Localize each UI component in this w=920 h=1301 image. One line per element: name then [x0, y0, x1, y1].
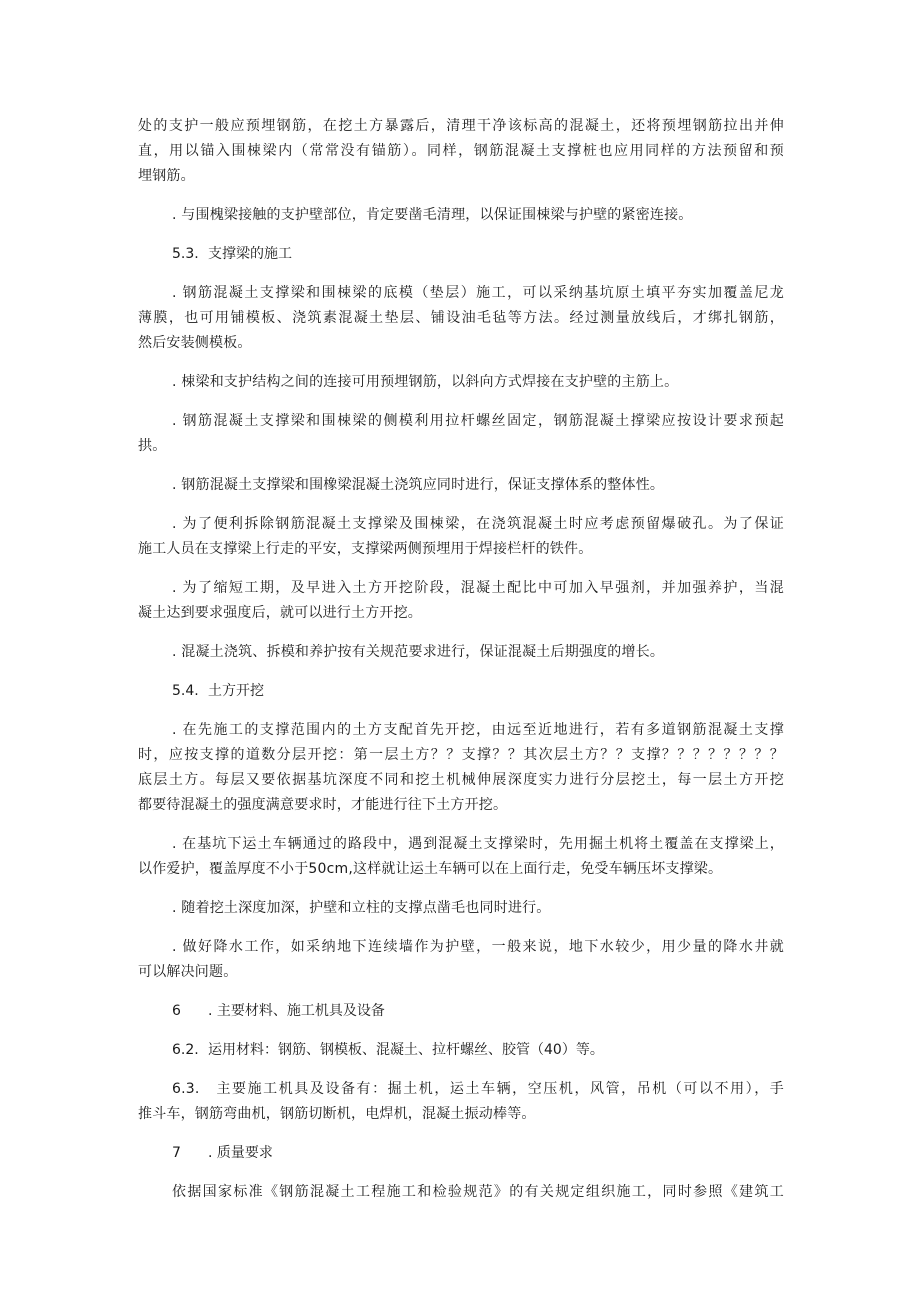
paragraph [138, 512, 784, 562]
paragraph-line: . 钢筋混凝土支撑梁和围橡梁混凝土浇筑应同时进行，保证支撑体系的整体性。 [172, 477, 665, 493]
section-number: 5.4. [172, 683, 199, 699]
paragraph [138, 409, 784, 459]
paragraph-line: . 在先施工的支撑范围内的土方支配首先开挖，由远至近地进行，若有多道钢筋混凝土支撑 [172, 722, 784, 738]
paragraph [138, 370, 784, 395]
section-title: . 质量要求 [208, 1145, 273, 1161]
paragraph-line: . 随着挖土深度加深，护壁和立柱的支撑点凿毛也同时进行。 [172, 900, 551, 916]
paragraph-line: 直，用以锚入围梀梁内（常常没有锚筋）。同样，钢筋混凝土支撑桩也应用同样的方法预留和预 [138, 143, 784, 159]
section-title: 运用材料：钢筋、钢模板、混凝土、拉杆螺丝、胶管（40）等。 [208, 1042, 604, 1058]
paragraph [138, 281, 784, 356]
section-title: 支撑梁的施工 [208, 246, 292, 262]
section-number: 7 [172, 1145, 181, 1161]
paragraph [138, 114, 784, 189]
paragraph-line: 埋钢筋。 [138, 168, 195, 184]
paragraph-line: 施工人员在支撑梁上行走的平安，支撑梁两侧预埋用于焊接栏杆的铁件。 [138, 541, 593, 557]
paragraph-line: 都要待混凝土的强度满意要求时，才能进行往下土方开挖。 [138, 797, 508, 813]
paragraph-line: 处的支护一般应预埋钢筋，在挖土方暴露后，清理干净该标高的混凝土，还将预埋钢筋拉出并伸 [138, 118, 784, 134]
section-number: 6.2. [172, 1042, 199, 1058]
paragraph-line: . 钢筋混凝土支撑梁和围梀梁的侧模利用拉杆螺丝固定，钢筋混凝土撑梁应按设计要求预起 [172, 413, 784, 429]
section-heading [138, 999, 784, 1024]
section-heading [138, 1141, 784, 1166]
paragraph-line: . 钢筋混凝土支撑梁和围梀梁的底模（垫层）施工，可以采纳基坑原土填平夯实加覆盖尼龙 [172, 285, 784, 301]
section-number: 6 [172, 1003, 181, 1019]
paragraph [138, 473, 784, 498]
paragraph-line: 推斗车，钢筋弯曲机，钢筋切断机，电焊机，混凝土振动棒等。 [138, 1106, 536, 1122]
section-heading [138, 679, 784, 704]
paragraph [138, 203, 784, 228]
paragraph-line: 薄膜，也可用铺模板、浇筑素混凝土垫层、铺设油毛毡等方法。经过测量放线后，才绑扎钢筋， [138, 310, 784, 326]
paragraph-line: 底层土方。每层又要依据基坑深度不同和挖土机械伸展深度实力进行分层挖土，每一层土方开挖 [138, 772, 784, 788]
section-title: . 主要材料、施工机具及设备 [208, 1003, 385, 1019]
paragraph-line: 然后安装侧模板。 [138, 335, 252, 351]
paragraph-line: . 为了缩短工期，及早进入土方开挖阶段，混凝土配比中可加入早强剂，并加强养护，当混 [172, 580, 784, 596]
paragraph-line: 时，应按支撑的道数分层开挖：第一层土方？？支撑？？其次层土方？？支撑？？？？？？？？ [138, 747, 784, 763]
paragraph [138, 1077, 784, 1127]
paragraph-line: 6.3. 主要施工机具及设备有：掘土机，运土车辆，空压机，风管，吊机（可以不用），手 [172, 1081, 784, 1097]
section-title: 土方开挖 [208, 683, 264, 699]
paragraph-line: 依据国家标准《钢筋混凝土工程施工和检验规范》的有关规定组织施工，同时参照《建筑工 [172, 1184, 784, 1200]
paragraph-line: . 梀梁和支护结构之间的连接可用预埋钢筋，以斜向方式焊接在支护壁的主筋上。 [172, 374, 679, 390]
section-number: 5.3. [172, 246, 199, 262]
section-heading [138, 1038, 784, 1063]
paragraph [138, 832, 784, 882]
paragraph [138, 718, 784, 818]
paragraph [138, 576, 784, 626]
paragraph-line: . 混凝土浇筑、拆模和养护按有关规范要求进行，保证混凝土后期强度的增长。 [172, 644, 665, 660]
paragraph [138, 1180, 784, 1205]
paragraph-line: . 做好降水工作，如采纳地下连续墙作为护壁，一般来说，地下水较少，用少量的降水井就 [172, 939, 784, 955]
paragraph-line: 凝土达到要求强度后，就可以进行土方开挖。 [138, 605, 422, 621]
document-body [138, 114, 784, 1219]
paragraph [138, 896, 784, 921]
paragraph-line: 可以解决问题。 [138, 964, 238, 980]
paragraph-line: . 在基坑下运土车辆通过的路段中，遇到混凝土支撑梁时，先用掘土机将土覆盖在支撑梁上， [172, 836, 784, 852]
section-heading [138, 242, 784, 267]
paragraph-line: 拱。 [138, 438, 167, 454]
paragraph-line: 以作爱护，覆盖厚度不小于50cm,这样就让运土车辆可以在上面行走，免受车辆压坏支撑梁。 [138, 861, 723, 877]
paragraph [138, 935, 784, 985]
paragraph-line: . 与围槐梁接触的支护壁部位，肯定要凿毛清理，以保证围梀梁与护壁的紧密连接。 [172, 207, 693, 223]
paragraph-line: . 为了便利拆除钢筋混凝土支撑梁及围梀梁，在浇筑混凝土时应考虑预留爆破孔。为了保证 [172, 516, 784, 532]
paragraph [138, 640, 784, 665]
